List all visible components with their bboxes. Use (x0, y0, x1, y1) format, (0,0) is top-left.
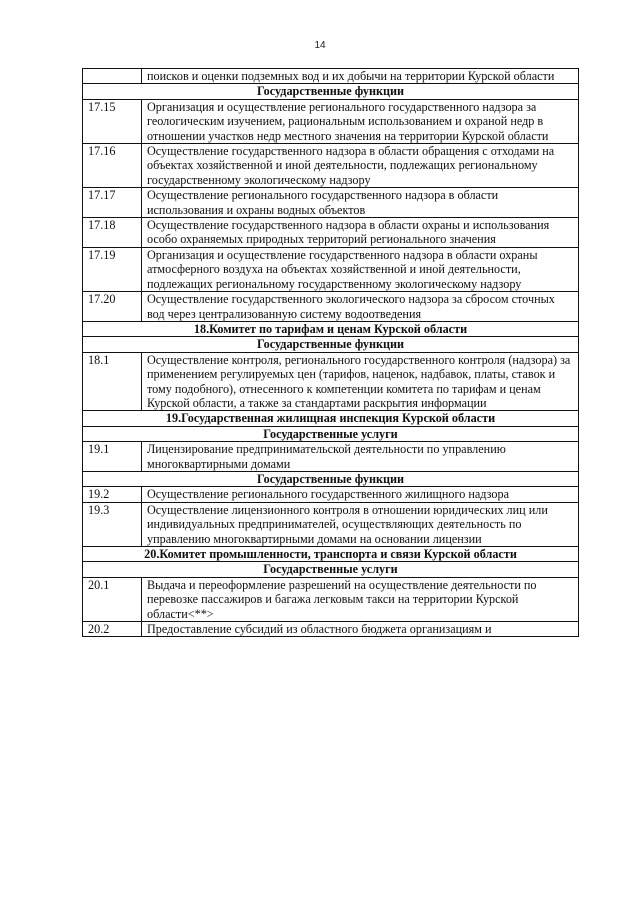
table-row (83, 577, 579, 621)
table-row (83, 622, 579, 637)
table-row (83, 69, 579, 84)
services-table (82, 68, 579, 637)
section-header: Государственные услуги (83, 562, 579, 577)
table-row (83, 218, 579, 248)
table-row (83, 352, 579, 411)
page-number: 14 (314, 40, 326, 51)
item-text: Осуществление государственного надзора в области обращения с отходами на объектах хозяйственной и иной деятельности, подлежащих региональному государственному экологическому надзору (142, 144, 579, 188)
section-header-row (83, 321, 579, 336)
item-text: Осуществление лицензионного контроля в отношении юридических лиц или индивидуальных предпринимателей, осуществляющих деятельность по управлению многоквартирными домами на основании лицензии (142, 502, 579, 546)
section-header-row (83, 337, 579, 352)
item-number: 17.19 (83, 247, 142, 291)
item-text: Выдача и переоформление разрешений на осуществление деятельности по перевозке пассажиров и багажа легковым такси на территории Курской области<**> (142, 577, 579, 621)
item-number: 17.20 (83, 292, 142, 322)
section-header: 18.Комитет по тарифам и ценам Курской области (83, 321, 579, 336)
section-header-row (83, 547, 579, 562)
table-row (83, 442, 579, 472)
section-header-row (83, 471, 579, 486)
section-header: 20.Комитет промышленности, транспорта и связи Курской области (83, 547, 579, 562)
item-text: Осуществление государственного надзора в области охраны и использования особо охраняемых природных территорий регионального значения (142, 218, 579, 248)
section-header: Государственные функции (83, 84, 579, 99)
item-number: 17.16 (83, 144, 142, 188)
table-row (83, 247, 579, 291)
item-number: 20.1 (83, 577, 142, 621)
item-number: 17.18 (83, 218, 142, 248)
item-number: 20.2 (83, 622, 142, 637)
table-row (83, 99, 579, 143)
item-number (83, 69, 142, 84)
table-row (83, 188, 579, 218)
item-number: 17.17 (83, 188, 142, 218)
item-number: 19.2 (83, 487, 142, 502)
item-text: Организация и осуществление государственного надзора в области охраны атмосферного воздуха на объектах хозяйственной и иной деятельности, подлежащих региональному государственному экологическому надзору (142, 247, 579, 291)
item-text: Лицензирование предпринимательской деятельности по управлению многоквартирными домами (142, 442, 579, 472)
table-row (83, 292, 579, 322)
section-header: Государственные функции (83, 337, 579, 352)
item-number: 19.1 (83, 442, 142, 472)
item-number: 17.15 (83, 99, 142, 143)
section-header-row (83, 411, 579, 426)
item-number: 19.3 (83, 502, 142, 546)
section-header: Государственные услуги (83, 426, 579, 441)
table-row (83, 502, 579, 546)
item-text: Осуществление регионального государственного надзора в области использования и охраны водных объектов (142, 188, 579, 218)
item-text: поисков и оценки подземных вод и их добычи на территории Курской области (142, 69, 579, 84)
item-text: Осуществление контроля, регионального государственного контроля (надзора) за применением регулируемых цен (тарифов, наценок, надбавок, платы, ставок и тому подобного), отнесенного к компетенции комитета по тарифам и ценам Курской области, а также за стандартами раскрытия информации (142, 352, 579, 411)
section-header: 19.Государственная жилищная инспекция Курской области (83, 411, 579, 426)
item-number: 18.1 (83, 352, 142, 411)
item-text: Организация и осуществление регионального государственного надзора за геологическим изучением, рациональным использованием и охраной недр в отношении участков недр местного значения на территории Курской области (142, 99, 579, 143)
table-row (83, 144, 579, 188)
item-text: Осуществление регионального государственного жилищного надзора (142, 487, 579, 502)
item-text: Предоставление субсидий из областного бюджета организациям и (142, 622, 579, 637)
item-text: Осуществление государственного экологического надзора за сбросом сточных вод через централизованную систему водоотведения (142, 292, 579, 322)
section-header: Государственные функции (83, 471, 579, 486)
section-header-row (83, 426, 579, 441)
table-row (83, 487, 579, 502)
section-header-row (83, 562, 579, 577)
table-body (83, 69, 579, 637)
section-header-row (83, 84, 579, 99)
